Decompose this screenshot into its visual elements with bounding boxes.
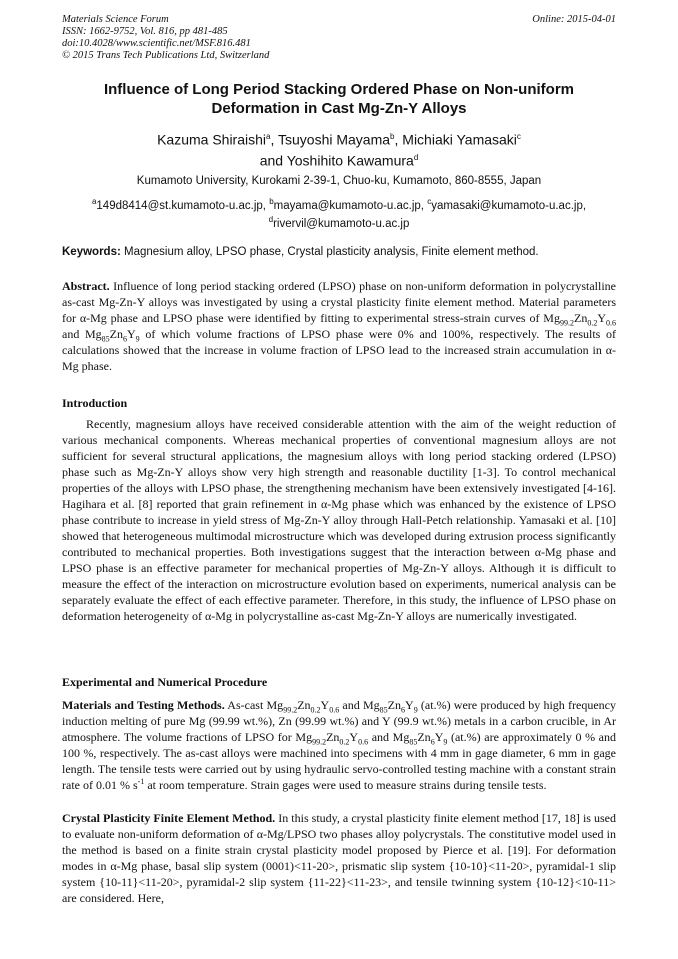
subscript: 0.6 [358,737,369,747]
section-heading-introduction: Introduction [62,396,128,410]
body-text: Zn [417,730,431,744]
title-line-1: Influence of Long Period Stacking Ordered Phase on Non-uniform [103,81,575,98]
body-text: Y [349,730,359,744]
subscript: 0.6 [606,318,616,328]
subscript: 99.2 [312,737,327,747]
doi-line: doi:10.4028/www.scientific.net/MSF.816.481 [62,38,251,49]
abstract [62,278,616,374]
author-name: Michiaki Yamasaki [402,131,517,148]
journal-header [62,14,616,62]
body-text: (at.%) are approximately 0 % and 100 %, respectively. The as-cast alloys were machined into specimens with 4 mm in gage diameter, 6 mm in gage length. The tensile tests were carried out by using hydraulic servo-controlled testing machine with a constant strain rate of 0.01 % s [62,730,617,792]
keywords [62,246,616,258]
subscript: 0.2 [310,705,321,715]
superscript: -1 [137,777,145,786]
author-separator: , [270,131,278,148]
author-emails [62,195,616,231]
body-text: Zn [297,698,311,712]
paper-title [62,80,616,118]
section-heading-experimental: Experimental and Numerical Procedure [62,675,268,689]
introduction-body [62,416,616,624]
author-name: Tsuyoshi Mayama [278,131,391,148]
body-text: Zn [326,730,340,744]
body-text: In this study, a crystal plasticity finite element method [17, 18] is used to evaluate non-uniform deformation of α-Mg/LPSO two phases alloy polycrystals. The constitutive model used in the method is based on a finite strain crystal plasticity model proposed by Pierce et al. [19]. For deformation modes in α-Mg phase, basal slip system (0001)<11-20>, prismatic slip system {10-10}<11-20>, pyramidal-1 slip system {10-11}<11-20>, pyramidal-2 slip system {11-22}<11-23>, and tensile twinning system {10-12}<10-11> are considered. Here, [62,811,616,905]
email-link[interactable]: rivervil@kumamoto-u.ac.jp [273,217,410,230]
body-text: Zn [387,698,402,712]
author-separator: , [394,131,403,148]
subscript: 85 [409,737,418,747]
keywords-label: Keywords: [62,246,121,258]
body-text: and Mg [368,730,410,744]
email-link[interactable]: mayama@kumamoto-u.ac.jp, [273,199,428,212]
subscript: 0.6 [329,705,340,715]
body-text: and Mg [339,698,380,712]
subscript: 6 [123,334,127,344]
subsection-label: Materials and Testing Methods. [62,698,225,712]
affiliation: Kumamoto University, Kurokami 2-39-1, Chuo-ku, Kumamoto, 860-8555, Japan [136,175,542,187]
abstract-text: Y [127,327,136,341]
abstract-text: Zn [573,311,588,325]
author-name: Yoshihito Kawamura [286,152,414,169]
cpfem-paragraph [62,810,616,906]
email-mark: a [91,197,97,206]
email-mark: d [268,214,274,224]
subscript: 9 [443,737,448,747]
author-affil-mark: a [266,132,271,141]
copyright-line: © 2015 Trans Tech Publications Ltd, Switzerland [62,50,270,61]
author-name: Kazuma Shiraishi [157,131,267,148]
email-link[interactable]: yamasaki@kumamoto-u.ac.jp, [431,199,587,212]
issn-line: ISSN: 1662-9752, Vol. 816, pp 481-485 [62,26,228,37]
subscript: 0.2 [587,318,598,328]
abstract-text: Zn [109,327,123,341]
body-text: Y [320,698,330,712]
author-affil-mark: d [413,152,419,162]
author-affil-mark: b [390,132,395,141]
subscript: 0.2 [339,737,350,747]
introduction-paragraph: Recently, magnesium alloys have received considerable attention with the aim of the weight reduction of various mechanical components. Whereas mechanical properties of conventional magnesium alloys are not sufficient for several structural applications, the magnesium alloys with long period stacking ordered (LPSO) phase such as Mg-Zn-Y alloys show very high strength and reasonable ductility [1-3]. To control mechanical properties of the alloys with LPSO phase, the strengthening mechanism have been extensively investigated [4-16]. Hagihara et al. [8] reported that grain refinement in α-Mg phase which was enhanced by the existence of LPSO phase contribute to increase in yield stress of Mg-Zn-Y alloy through Hall-Petch relationship. Yamasaki et al. [10] showed that heterogeneous multimodal microstructure which was developed during extrusion process significantly contributed to mechanical properties. Both investigations suggest that the interaction between α-Mg phase and LPSO phase is an effective parameter for mechanical properties of Mg-Zn-Y alloys. Although it is difficult to measure the effect of the interaction on microstructure evolution based on experiments, numerical analysis can be separately evaluate the effect of each effective parameter. Therefore, in this study, the influence of LPSO phase on deformation heterogeneity of α-Mg in polycrystalline as-cast Mg-Zn-Y alloys are numerically investigated. [62,417,616,623]
author-list [62,128,616,169]
subscript: 99.2 [283,705,298,715]
subscript: 9 [413,705,418,715]
subsection-label: Crystal Plasticity Finite Element Method. [62,811,276,825]
abstract-text: Y [597,311,606,325]
email-mark: b [269,197,274,206]
abstract-text: of which volume fractions of LPSO phase were 0% and 100%, respectively. The results of calculations showed that the increase in volume fraction of LPSO lead to the increased strain accumulation in α-Mg phase. [62,327,616,373]
title-line-2: Deformation in Cast Mg-Zn-Y Alloys [211,100,467,117]
abstract-text: Influence of long period stacking ordered (LPSO) phase on non-uniform deformation in polycrystalline as-cast Mg-Zn-Y alloys was investigated by using a crystal plasticity finite element method. Material parameters for α-Mg phase and LPSO phase were identified by fitting to experimental stress-strain curves of Mg [62,279,616,325]
journal-name: Materials Science Forum [62,14,169,25]
email-mark: c [427,197,432,206]
email-link[interactable]: 149d8414@st.kumamoto-u.ac.jp, [96,199,270,212]
subscript: 85 [379,705,388,715]
author-conjunction: and [259,152,287,169]
abstract-label: Abstract. [62,279,110,293]
online-date: Online: 2015-04-01 [532,14,616,25]
subscript: 99.2 [559,318,574,328]
body-text: Y [405,698,414,712]
body-text: Y [434,730,444,744]
body-text: at room temperature. Strain gages were used to measure strains during tensile tests. [144,778,547,792]
author-affil-mark: c [516,132,521,141]
subscript: 85 [101,334,110,344]
subscript: 9 [135,334,140,344]
materials-paragraph [62,697,616,793]
body-text: As-cast Mg [224,698,284,712]
abstract-text: and Mg [62,327,102,341]
keywords-text: Magnesium alloy, LPSO phase, Crystal plasticity analysis, Finite element method. [120,246,539,258]
subscript: 6 [430,737,435,747]
subscript: 6 [401,705,406,715]
body-text: (at.%) were produced by high frequency induction melting of pure Mg (99.99 wt.%), Zn (99.99 wt.%) and Y (99.9 wt.%) metals in a carbon crucible, in Ar atmosphere. The volume fractions of LPSO for Mg [62,698,617,744]
